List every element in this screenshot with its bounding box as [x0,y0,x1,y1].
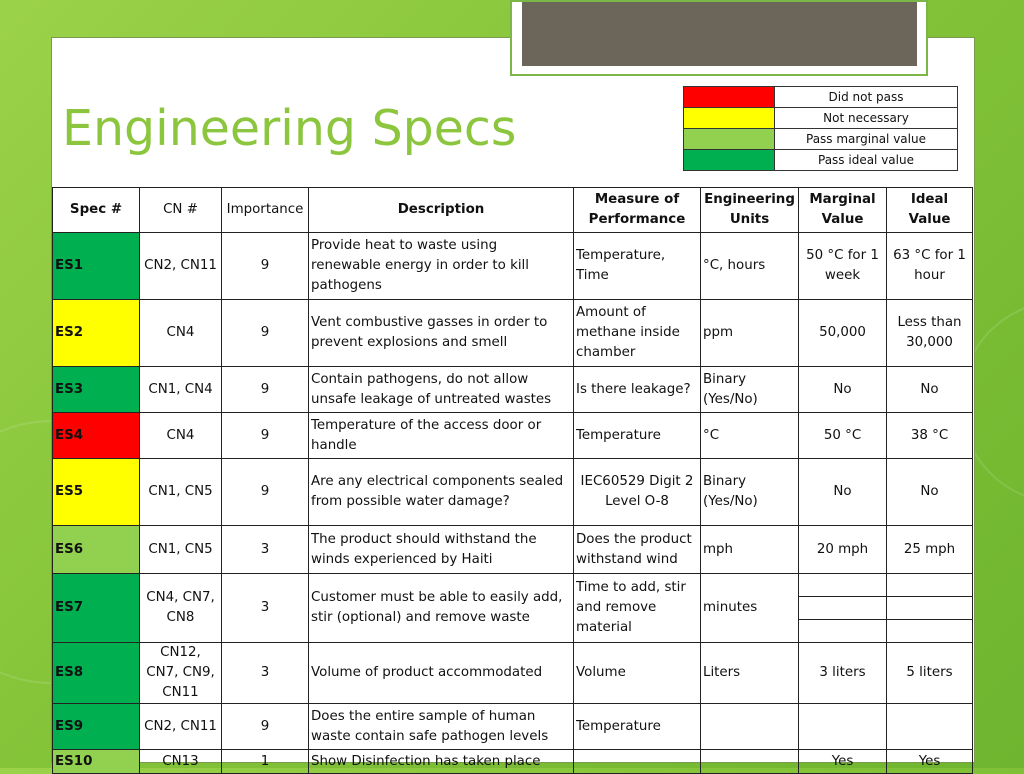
units-cell: °C, hours [701,233,799,300]
description-cell: Temperature of the access door or handle [309,413,574,459]
column-header: Engineering Units [701,188,799,233]
column-header: Marginal Value [799,188,887,233]
ideal-value-cell [887,597,973,620]
table-row [53,526,973,574]
measure-cell: Amount of methane inside chamber [574,300,701,367]
measure-cell: Is there leakage? [574,367,701,413]
units-cell: mph [701,526,799,574]
table-header-row [53,188,973,233]
units-cell: ppm [701,300,799,367]
description-cell: Customer must be able to easily add, stir (optional) and remove waste [309,574,574,643]
spec-id-cell: ES8 [53,643,140,704]
units-cell: minutes [701,574,799,643]
measure-cell [574,750,701,774]
color-legend [683,86,958,171]
spec-id-cell: ES1 [53,233,140,300]
marginal-value-cell [799,620,887,643]
spec-id-cell: ES4 [53,413,140,459]
legend-row [684,150,958,171]
legend-label: Not necessary [775,108,958,129]
description-cell: Contain pathogens, do not allow unsafe leakage of untreated wastes [309,367,574,413]
table-row [53,643,973,704]
ideal-value-cell: 38 °C [887,413,973,459]
measure-cell: IEC60529 Digit 2 Level O-8 [574,459,701,526]
importance-cell: 9 [222,233,309,300]
spec-id-cell: ES3 [53,367,140,413]
cn-cell: CN13 [140,750,222,774]
cn-cell: CN12, CN7, CN9, CN11 [140,643,222,704]
measure-cell: Volume [574,643,701,704]
column-header: Spec # [53,188,140,233]
cn-cell: CN2, CN11 [140,704,222,750]
importance-cell: 3 [222,574,309,643]
cn-cell: CN4 [140,413,222,459]
marginal-value-cell: 50 °C [799,413,887,459]
units-cell: °C [701,413,799,459]
ideal-value-cell: Less than 30,000 [887,300,973,367]
description-cell: Volume of product accommodated [309,643,574,704]
ideal-value-cell [887,704,973,750]
slide-title: Engineering Specs [62,100,517,157]
legend-swatch-yellow [684,108,775,129]
measure-cell: Temperature [574,704,701,750]
importance-cell: 9 [222,300,309,367]
ideal-value-cell: No [887,367,973,413]
column-header: Ideal Value [887,188,973,233]
marginal-value-cell [799,704,887,750]
marginal-value-cell: 20 mph [799,526,887,574]
description-cell: Vent combustive gasses in order to prevent explosions and smell [309,300,574,367]
spec-id-cell: ES2 [53,300,140,367]
units-cell [701,704,799,750]
marginal-value-cell [799,597,887,620]
measure-cell: Temperature, Time [574,233,701,300]
legend-swatch-red [684,87,775,108]
ideal-value-cell [887,574,973,597]
marginal-value-cell: No [799,367,887,413]
spec-id-cell: ES6 [53,526,140,574]
importance-cell: 9 [222,704,309,750]
marginal-value-cell: No [799,459,887,526]
cn-cell: CN1, CN5 [140,459,222,526]
table-row [53,233,973,300]
table-row [53,704,973,750]
ideal-value-cell: 25 mph [887,526,973,574]
legend-label: Did not pass [775,87,958,108]
importance-cell: 9 [222,413,309,459]
description-cell: The product should withstand the winds experienced by Haiti [309,526,574,574]
legend-swatch-green [684,150,775,171]
legend-row [684,129,958,150]
legend-label: Pass ideal value [775,150,958,171]
description-cell: Show Disinfection has taken place [309,750,574,774]
importance-cell: 3 [222,526,309,574]
cn-cell: CN1, CN5 [140,526,222,574]
marginal-value-cell: 3 liters [799,643,887,704]
spec-id-cell: ES10 [53,750,140,774]
column-header: Importance [222,188,309,233]
table-row [53,750,973,774]
legend-row [684,87,958,108]
legend-row [684,108,958,129]
spec-id-cell: ES5 [53,459,140,526]
column-header: Measure of Performance [574,188,701,233]
header-photo [522,2,917,66]
units-cell: Binary (Yes/No) [701,367,799,413]
column-header: CN # [140,188,222,233]
measure-cell: Temperature [574,413,701,459]
legend-swatch-light-green [684,129,775,150]
ideal-value-cell: No [887,459,973,526]
importance-cell: 9 [222,459,309,526]
measure-cell: Does the product withstand wind [574,526,701,574]
table-row [53,367,973,413]
units-cell: Liters [701,643,799,704]
cn-cell: CN4 [140,300,222,367]
table-row [53,574,973,597]
marginal-value-cell: Yes [799,750,887,774]
importance-cell: 9 [222,367,309,413]
ideal-value-cell: 63 °C for 1 hour [887,233,973,300]
spec-id-cell: ES7 [53,574,140,643]
description-cell: Provide heat to waste using renewable energy in order to kill pathogens [309,233,574,300]
cn-cell: CN1, CN4 [140,367,222,413]
table-row [53,413,973,459]
units-cell: Binary (Yes/No) [701,459,799,526]
units-cell [701,750,799,774]
description-cell: Does the entire sample of human waste contain safe pathogen levels [309,704,574,750]
ideal-value-cell [887,620,973,643]
header-photo-frame [510,0,928,76]
importance-cell: 3 [222,643,309,704]
description-cell: Are any electrical components sealed from possible water damage? [309,459,574,526]
marginal-value-cell: 50,000 [799,300,887,367]
table-row [53,300,973,367]
ideal-value-cell: Yes [887,750,973,774]
engineering-specs-table [52,187,973,774]
marginal-value-cell [799,574,887,597]
table-row [53,459,973,526]
marginal-value-cell: 50 °C for 1 week [799,233,887,300]
spec-id-cell: ES9 [53,704,140,750]
measure-cell: Time to add, stir and remove material [574,574,701,643]
ideal-value-cell: 5 liters [887,643,973,704]
importance-cell: 1 [222,750,309,774]
column-header: Description [309,188,574,233]
cn-cell: CN2, CN11 [140,233,222,300]
cn-cell: CN4, CN7, CN8 [140,574,222,643]
legend-label: Pass marginal value [775,129,958,150]
